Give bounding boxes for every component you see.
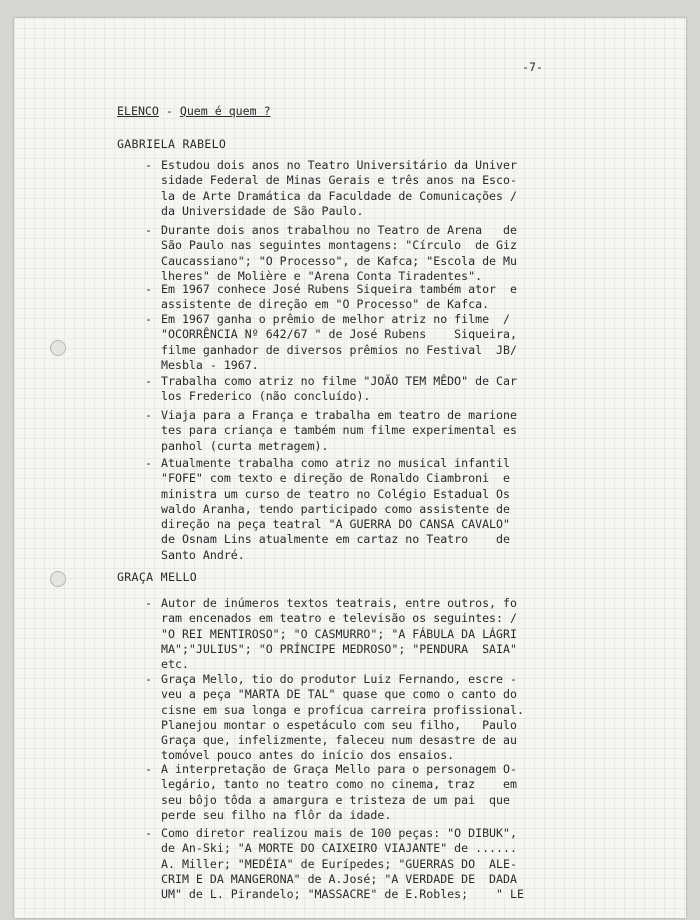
heading-separator: - [158,104,180,118]
item-dash: - [145,762,152,776]
page-number: -7- [522,60,543,74]
item-text: Em 1967 ganha o prêmio de melhor atriz no filme / "OCORRÊNCIA Nº 642/67 " de José Rubens Siqueira, filme ganhador de diversos prêmios no Festival JB/ Mesbla - 1967. [161,312,517,372]
item-text: Atualmente trabalha como atriz no musical infantil "FOFE" com texto e direção de Ronaldo Ciambroni e ministra um curso de teatro no Colégio Estadual Os waldo Aranha, tendo participado como assistente de direção na peça teatral "A GUERRA DO CANSA CAVALO" de Osnam Lins atualmente em cartaz no Teatro de Santo André. [161,456,511,562]
heading-label: ELENCO [117,104,159,118]
list-item [145,312,517,373]
binder-hole-bottom [50,571,66,587]
list-item [145,672,524,763]
item-text: A interpretação de Graça Mello para o personagem O- legário, tanto no teatro como no cinema, traz em seu bôjo tôda a amargura e tristeza de um pai que perde seu filho na flôr da idade. [161,762,517,822]
item-text: Autor de inúmeros textos teatrais, entre outros, fo ram encenados em teatro e televisão os seguintes: / "O REI MENTIROSO"; "O CASMURRO"; "A FÁBULA DA LÁGRI MA";"JULIUS"; "O PRÍNCIPE MEDROSO"; "PENDURA SAIA" etc. [161,596,517,672]
document-page [14,18,686,918]
list-item [145,596,517,672]
item-dash: - [145,158,152,172]
item-text: Trabalha como atriz no filme "JOÃO TEM MÊDO" de Car los Frederico (não concluído). [161,374,517,404]
item-dash: - [145,596,152,610]
list-item [145,826,524,902]
item-dash: - [145,408,152,422]
item-text: Como diretor realizou mais de 100 peças: "O DIBUK", de An-Ski; "A MORTE DO CAIXEIRO VIAJANTE" de ...... A. Miller; "MEDÉIA" de Eurípedes; "GUERRAS DO ALE- CRIM E DA MANGERONA" de A.José; "A VERDADE DE DADA UM" de L. Pirandelo; "MASSACRE" de E.Robles; " LE [161,826,524,902]
list-item [145,456,511,562]
list-item [145,762,517,823]
section-name-graca: GRAÇA MELLO [117,570,198,584]
item-dash: - [145,456,152,470]
item-dash: - [145,672,152,686]
item-text: Graça Mello, tio do produtor Luiz Fernando, escre - veu a peça "MARTA DE TAL" quase que como o canto do cisne em sua longa e profícua carreira profissional. Planejou montar o espetáculo com seu filho, Paulo Graça que, infelizmente, faleceu num desastre de au tomóvel pouco antes do início dos ensaios. [161,672,524,763]
item-dash: - [145,282,152,296]
list-item [145,223,517,284]
item-text: Em 1967 conhece José Rubens Siqueira também ator e assistente de direção em "O Processo" de Kafca. [161,282,517,312]
list-item [145,158,517,219]
section-name-gabriela: GABRIELA RABELO [117,137,227,151]
item-dash: - [145,374,152,388]
item-text: Estudou dois anos no Teatro Universitário da Univer sidade Federal de Minas Gerais e três anos na Esco- la de Arte Dramática da Faculdade de Comunicações / da Universidade de São Paulo. [161,158,517,218]
heading-subtitle: Quem é quem ? [179,104,271,118]
item-dash: - [145,312,152,326]
item-dash: - [145,826,152,840]
item-text: Viaja para a França e trabalha em teatro de marione tes para criança e também num filme experimental es panhol (curta metragem). [161,408,517,453]
binder-hole-top [50,340,66,356]
item-dash: - [145,223,152,237]
page-heading [117,104,271,119]
item-text: Durante dois anos trabalhou no Teatro de Arena de São Paulo nas seguintes montagens: "Círculo de Giz Caucassiano"; "O Processo", de Kafca; "Escola de Mu lheres" de Molière e "Arena Conta Tiradentes". [161,223,517,283]
